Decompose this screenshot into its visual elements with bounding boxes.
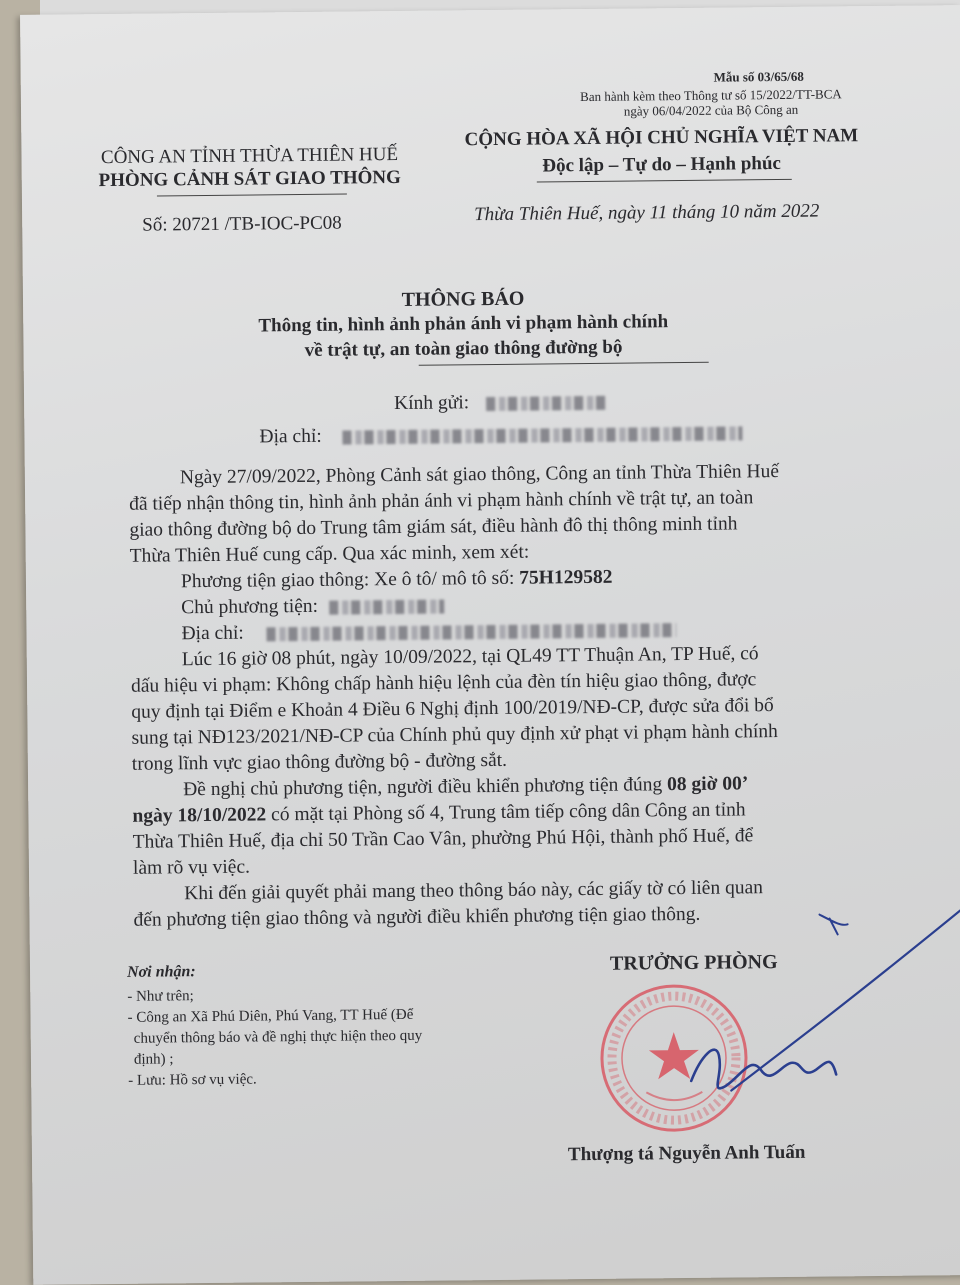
owner-address-label: Địa chỉ:	[181, 622, 244, 645]
recipient-item-3: chuyển thông báo và đề nghị thực hiện theo quy	[133, 1027, 423, 1047]
p2-line-5: trong lĩnh vực giao thông đường bộ - đường sắt.	[131, 749, 508, 775]
vehicle-label: Phương tiện giao thông: Xe ô tô/ mô tô số:	[180, 567, 515, 593]
motto-underline	[537, 179, 792, 183]
p3-line-4: làm rõ vụ việc.	[132, 856, 251, 879]
national-motto: Độc lập – Tự do – Hạnh phúc	[542, 152, 782, 177]
redacted-owner	[329, 599, 444, 614]
document-number: Số: 20721 /TB-IOC-PC08	[142, 212, 342, 236]
owner-address-line	[181, 616, 676, 646]
p3-text-1: Đề nghị chủ phương tiện, người điều khiển phương tiện đúng	[183, 774, 663, 801]
recipient-item-1: - Như trên;	[127, 988, 194, 1005]
p1-line-1: Ngày 27/09/2022, Phòng Cảnh sát giao thông, Công an tỉnh Thừa Thiên Huế	[179, 460, 780, 489]
agency-underline	[157, 194, 347, 197]
p1-line-3: giao thông đường bộ do Trung tâm giám sát, điều hành đô thị thông minh tỉnh	[129, 513, 738, 541]
address-label: Địa chỉ:	[259, 425, 322, 448]
recipients-heading: Nơi nhận:	[126, 963, 196, 981]
handwritten-signature	[669, 903, 960, 1116]
addressee-line	[394, 389, 606, 416]
recipient-item-2: - Công an Xã Phú Diên, Phú Vang, TT Huế (Để	[127, 1006, 414, 1026]
kinh-gui-label: Kính gửi:	[394, 392, 470, 415]
owner-label: Chủ phương tiện:	[181, 595, 319, 619]
p2-line-2: dấu hiệu vi phạm: Không chấp hành hiệu lệnh của đèn tín hiệu giao thông, được	[130, 669, 757, 697]
recipient-item-4: định) ;	[133, 1051, 174, 1068]
p4-line-1: Khi đến giải quyết phải mang theo thông báo này, các giấy tờ có liên quan	[184, 877, 764, 905]
vehicle-line	[181, 565, 613, 595]
national-title: CỘNG HÒA XÃ HỘI CHỦ NGHĨA VIỆT NAM	[464, 125, 859, 151]
p1-line-2: đã tiếp nhận thông tin, hình ảnh phản ánh vi phạm hành chính về trật tự, an toàn	[129, 487, 754, 515]
title-underline	[419, 362, 709, 366]
agency-unit: PHÒNG CẢNH SÁT GIAO THÔNG	[98, 166, 401, 192]
p1-line-4: Thừa Thiên Huế cung cấp. Qua xác minh, xem xét:	[129, 541, 530, 567]
form-issued-by: Ban hành kèm theo Thông tư số 15/2022/TT-BCA	[580, 86, 842, 105]
redacted-address	[343, 426, 743, 444]
vehicle-plate: 75H129582	[519, 566, 613, 589]
place-and-date: Thừa Thiên Huế, ngày 11 tháng 10 năm 2022	[474, 200, 820, 226]
redacted-owner-address	[267, 623, 677, 641]
p2-line-3: quy định tại Điểm e Khoản 4 Điều 6 Nghị định 100/2019/NĐ-CP, được sửa đổi bổ	[131, 695, 774, 723]
p3-text-2: có mặt tại Phòng số 4, Trung tâm tiếp công dân Công an tỉnh	[270, 799, 746, 826]
appointment-time: 08 giờ 00’	[667, 773, 749, 796]
recipient-item-5: - Lưu: Hồ sơ vụ việc.	[128, 1071, 257, 1089]
p4-line-2: đến phương tiện giao thông và người điều khiển phương tiện giao thông.	[133, 903, 701, 931]
addressee-address-line	[259, 419, 742, 449]
form-number: Mẫu số 03/65/68	[713, 68, 804, 85]
p2-line-1: Lúc 16 giờ 08 phút, ngày 10/09/2022, tại QL49 TT Thuận An, TP Huế, có	[181, 643, 759, 671]
document-subtitle-1: Thông tin, hình ảnh phản ánh vi phạm hành chính	[258, 311, 669, 337]
document-subtitle-2: về trật tự, an toàn giao thông đường bộ	[304, 336, 623, 361]
owner-line	[181, 593, 444, 621]
form-issued-date: ngày 06/04/2022 của Bộ Công an	[623, 101, 799, 119]
p3-line-3: Thừa Thiên Huế, địa chỉ 50 Trần Cao Vân, phường Phú Hội, thành phố Huế, để	[132, 825, 754, 853]
document-title: THÔNG BÁO	[401, 287, 525, 311]
document-page	[20, 5, 960, 1285]
appointment-date: ngày 18/10/2022	[132, 804, 267, 827]
signer-name: Thượng tá Nguyễn Anh Tuấn	[567, 1141, 806, 1166]
agency-parent: CÔNG AN TỈNH THỪA THIÊN HUẾ	[100, 143, 399, 169]
signer-position: TRƯỞNG PHÒNG	[609, 951, 778, 975]
p2-line-4: sung tại NĐ123/2021/NĐ-CP của Chính phủ quy định xử phạt vi phạm hành chính	[131, 721, 778, 749]
redacted-name	[486, 395, 606, 410]
